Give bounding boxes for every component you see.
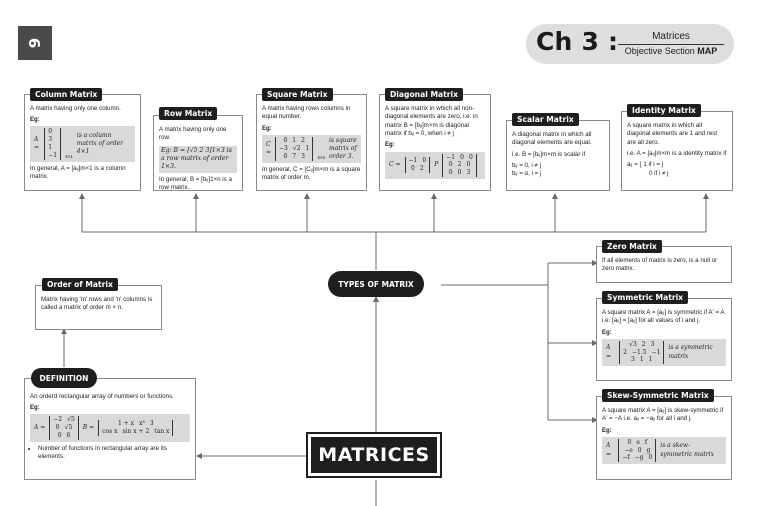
column-order-sub: 4×1 bbox=[65, 153, 73, 159]
scalar-matrix-desc: A diagonal matrix in which all diagonal elements are equal. bbox=[512, 131, 592, 147]
matrix-cell: 0 bbox=[457, 169, 462, 177]
skew-example bbox=[602, 437, 726, 464]
matrix-cell: 0 bbox=[283, 137, 288, 145]
matrix-cell: √3 bbox=[629, 340, 637, 348]
matrices-title: MATRICES bbox=[311, 437, 437, 473]
matrix-cell: 0 bbox=[448, 169, 453, 177]
identity-matrix-card bbox=[621, 111, 733, 191]
square-matrix-values bbox=[275, 137, 313, 160]
matrix-cell: 1 + x bbox=[117, 420, 134, 428]
symmetric-matrix-desc: A square matrix A = [aᵢⱼ] is symmetric if A' = A i.e. [aᵢⱼ] = [aⱼᵢ] for all values of i and j. bbox=[602, 309, 725, 325]
definition-bullets bbox=[38, 445, 190, 462]
matrix-cell: g bbox=[646, 446, 651, 454]
page-number-badge bbox=[18, 26, 52, 60]
matrix-cell: −g bbox=[634, 454, 644, 462]
row-matrix-desc: A matrix having only one row. bbox=[159, 126, 227, 142]
skew-matrix-values bbox=[618, 439, 656, 462]
matrix-cell: 0 bbox=[648, 454, 653, 462]
section-prefix: Objective Section bbox=[624, 46, 695, 56]
order-of-matrix-title: Order of Matrix bbox=[42, 278, 118, 291]
matrix-cell: 1 bbox=[292, 137, 297, 145]
square-matrix-card bbox=[256, 94, 367, 191]
row-matrix-title: Row Matrix bbox=[159, 107, 217, 120]
matrix-cell: 2 bbox=[623, 348, 627, 356]
matrix-cell: 0 bbox=[468, 153, 473, 161]
matrix-cell: 1 bbox=[305, 145, 310, 153]
zero-matrix-desc: If all elements of matrix is zero, is a null or zero matrix. bbox=[602, 257, 718, 273]
chapter-label: Ch 3 : bbox=[536, 27, 619, 56]
matrix-cell: 3 bbox=[650, 340, 655, 348]
diagonal-matrix-card bbox=[379, 94, 491, 191]
matrix-cell: −f bbox=[622, 454, 630, 462]
definition-matrix-b bbox=[98, 420, 173, 436]
diagonal-matrix-title: Diagonal Matrix bbox=[385, 88, 463, 101]
matrix-cell: −2 bbox=[53, 416, 63, 424]
matrix-cell: −1 bbox=[48, 151, 58, 159]
skew-eg-label: Eg: bbox=[602, 427, 612, 434]
matrix-cell: 7 bbox=[292, 152, 297, 160]
square-order-sub: 3×3 bbox=[317, 155, 325, 161]
matrix-cell: 1 bbox=[648, 356, 653, 364]
diagonal-example bbox=[385, 152, 485, 179]
matrix-cell: 2 bbox=[457, 161, 462, 169]
diagonal-lhs1: C = bbox=[389, 161, 401, 169]
matrix-cell: 0 bbox=[637, 446, 642, 454]
row-general: In general, B = [bᵢⱼ]1×n is a row matrix. bbox=[159, 175, 232, 192]
scalar-matrix-title: Scalar Matrix bbox=[512, 113, 579, 126]
matrix-cell: 6 bbox=[66, 432, 71, 440]
matrix-cell: 3 bbox=[48, 136, 53, 144]
column-matrix-card bbox=[24, 94, 141, 191]
symmetric-eg-label: Eg: bbox=[602, 329, 612, 336]
matrix-cell: f bbox=[644, 438, 648, 446]
matrix-cell: −1 bbox=[651, 348, 661, 356]
scalar-c2: bᵢⱼ = α, i = j bbox=[512, 170, 542, 178]
column-matrix-values bbox=[44, 128, 61, 159]
matrix-cell: 2 bbox=[419, 165, 424, 173]
identity-matrix-title: Identity Matrix bbox=[627, 104, 701, 117]
row-matrix-card bbox=[153, 115, 243, 191]
matrix-cell: 0 bbox=[48, 128, 53, 136]
matrix-cell: 1 bbox=[639, 356, 644, 364]
matrix-cell: −1 bbox=[446, 153, 456, 161]
skew-note: is a skew-symmetric matrix bbox=[660, 442, 714, 458]
definition-label: DEFINITION bbox=[31, 368, 97, 388]
identity-c2: 0 if i ≠ j bbox=[649, 169, 669, 177]
matrix-cell: 2 bbox=[641, 340, 646, 348]
chapter-subject: Matrices bbox=[618, 31, 724, 45]
order-of-matrix-card bbox=[35, 285, 162, 330]
definition-matrix-a bbox=[49, 416, 79, 439]
matrix-cell: 0 bbox=[422, 157, 427, 165]
skew-symmetric-matrix-title: Skew-Symmetric Matrix bbox=[602, 389, 714, 402]
matrix-cell: e bbox=[636, 438, 640, 446]
matrix-cell: sin x + 2 bbox=[122, 428, 150, 436]
column-general: In general, A = [aᵢⱼ]m×1 is a column matrix. bbox=[30, 164, 126, 180]
matrix-cell: 0 bbox=[466, 161, 471, 169]
symmetric-lhs: A = bbox=[606, 344, 612, 360]
identity-matrix-desc: A square matrix in which all diagonal elements are 1 and rest are all zero. bbox=[627, 122, 718, 146]
diagonal-matrix-desc: A square matrix in which all non-diagonal elements are zero, i.e. in matrix B = [bᵢⱼ]m×m is diagonal matrix if bᵢⱼ = 0, when i ≠ j bbox=[385, 105, 478, 138]
section-bold: MAP bbox=[697, 46, 718, 56]
matrix-cell: √5 bbox=[64, 424, 73, 432]
scalar-cond: i.e. B = [bᵢⱼ]m×m is scalar if bbox=[512, 150, 586, 158]
matrix-cell: √5 bbox=[67, 416, 75, 424]
matrix-cell: 0 bbox=[57, 432, 62, 440]
matrix-cell: cos x bbox=[102, 428, 118, 436]
matrix-cell: √2 bbox=[292, 145, 301, 153]
matrix-cell: −1.5 bbox=[631, 348, 647, 356]
column-matrix-title: Column Matrix bbox=[30, 88, 102, 101]
definition-example bbox=[30, 414, 190, 441]
column-note: is a column matrix of order 4×1 bbox=[76, 131, 124, 156]
column-matrix-desc: A matrix having only one column. bbox=[30, 105, 121, 112]
matrix-cell: 0 bbox=[411, 165, 415, 173]
matrix-cell: x³ bbox=[138, 420, 145, 428]
definition-lhs1: A = bbox=[34, 424, 46, 432]
diagonal-matrix-3x3 bbox=[442, 154, 477, 177]
diagonal-eg-label: Eg: bbox=[385, 142, 395, 149]
identity-cond: i.e. A = [aᵢⱼ]m×m is a identity matrix if bbox=[627, 150, 727, 158]
matrix-cell: −1 bbox=[408, 157, 418, 165]
square-general: In general, C = [Cᵢⱼ]m×m is a square matrix of order m. bbox=[262, 166, 361, 182]
row-matrix-eg: Eg: B = [√5 2 3]1×3 is a row matrix of order 1×3. bbox=[159, 146, 237, 173]
skew-lhs: A = bbox=[606, 442, 612, 458]
matrix-cell: 0 bbox=[283, 152, 288, 160]
matrix-cell: tan x bbox=[154, 428, 170, 436]
diagonal-lhs2: P bbox=[434, 161, 439, 169]
matrix-cell: 0 bbox=[627, 438, 632, 446]
definition-eg-label: Eg: bbox=[30, 405, 40, 412]
order-matrix-desc: Matrix having 'm' rows and 'n' columns is called a matrix of order m × n. bbox=[41, 296, 153, 312]
skew-matrix-desc: A square matrix A = [aᵢⱼ] is skew-symmetric if A' = −A i.e. aᵢⱼ = −aⱼᵢ for all i and j. bbox=[602, 407, 724, 423]
square-example bbox=[262, 135, 361, 163]
symmetric-matrix-title: Symmetric Matrix bbox=[602, 291, 688, 304]
matrix-cell: 2 bbox=[301, 137, 305, 145]
matrix-cell: −3 bbox=[279, 145, 288, 153]
scalar-c1: bᵢⱼ = 0, i ≠ j bbox=[512, 162, 542, 170]
square-eg-label: Eg: bbox=[262, 125, 272, 132]
matrix-cell: 0 bbox=[55, 424, 60, 432]
matrix-cell: 1 bbox=[48, 144, 53, 152]
column-eg-label: Eg: bbox=[30, 117, 40, 124]
diagonal-matrix-2x2 bbox=[405, 157, 431, 173]
definition-card bbox=[24, 378, 196, 480]
identity-c1: aᵢⱼ = { 1 if i = j bbox=[627, 161, 664, 169]
square-note: is square matrix of order 3. bbox=[329, 136, 357, 160]
symmetric-matrix-values bbox=[619, 341, 664, 364]
column-lhs: A = bbox=[34, 135, 40, 152]
matrix-cell: −e bbox=[624, 446, 633, 454]
square-matrix-desc: A matrix having rows columns in equal number. bbox=[262, 105, 351, 121]
zero-matrix-title: Zero Matrix bbox=[602, 240, 662, 253]
matrix-cell: 3 bbox=[301, 152, 305, 160]
matrices-title-box bbox=[306, 432, 442, 478]
definition-bullet: • Number of functions in rectangular array are its elements. bbox=[38, 445, 190, 462]
page-number: 9 bbox=[26, 37, 44, 49]
section-label bbox=[618, 46, 724, 56]
matrix-cell: 3 bbox=[631, 356, 635, 364]
matrix-cell: 3 bbox=[466, 169, 471, 177]
skew-symmetric-matrix-card bbox=[596, 396, 732, 480]
symmetric-note: is a symmetric matrix bbox=[668, 344, 713, 360]
types-of-matrix-pill: TYPES OF MATRIX bbox=[328, 271, 424, 297]
matrix-cell: 0 bbox=[460, 153, 464, 161]
definition-lhs2: B = bbox=[82, 424, 95, 432]
matrix-cell: 3 bbox=[149, 420, 154, 428]
definition-desc: An orderd rectangular array of numbers or functions. bbox=[30, 393, 174, 400]
square-lhs: C = bbox=[266, 140, 272, 156]
scalar-matrix-card bbox=[506, 120, 610, 191]
symmetric-matrix-card bbox=[596, 298, 732, 381]
symmetric-example bbox=[602, 339, 726, 366]
square-matrix-title: Square Matrix bbox=[262, 88, 333, 101]
matrix-cell: 0 bbox=[448, 161, 453, 169]
column-example bbox=[30, 126, 135, 161]
